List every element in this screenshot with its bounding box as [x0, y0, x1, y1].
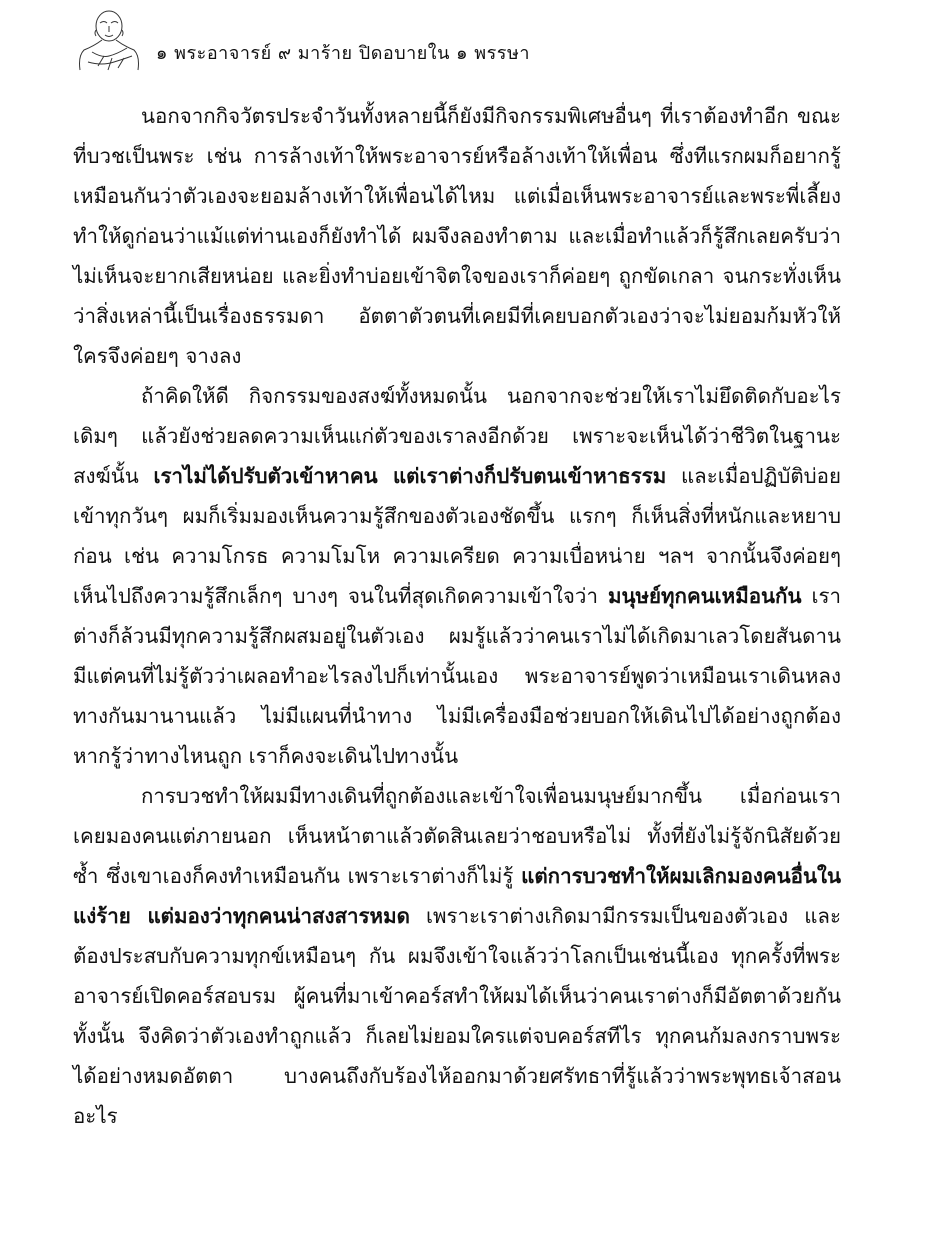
page-header: [78, 6, 778, 76]
emphasized-text: เราไม่ได้ปรับตัวเข้าหาคน แต่เราต่างก็ปรับตนเข้าหาธรรม: [153, 464, 667, 488]
paragraph-text: เราต่างก็ล้วนมีทุกความรู้สึกผสมอยู่ในตัวเอง ผมรู้แล้วว่าคนเราไม่ได้เกิดมาเลวโดยสันดาน มีแต่คนที่ไม่รู้ตัวว่าเผลอทำอะไรลงไปก็เท่านั้นเอง พระอาจารย์พูดว่าเหมือนเราเดินหลงทางกันมานานแล้ว ไม่มีแผนที่นำทาง ไม่มีเครื่องมือช่วยบอกให้เดินไปได้อย่างถูกต้อง หากรู้ว่าทางไหนถูก เราก็คงจะเดินไปทางนั้น: [73, 584, 842, 768]
document-body: [73, 96, 841, 1136]
body-paragraph: [73, 776, 841, 1136]
page-header-title: ๑ พระอาจารย์ ๙ มาร้าย ปิดอบายใน ๑ พรรษา: [156, 43, 530, 64]
monk-portrait-icon: [78, 6, 140, 72]
paragraph-text: เพราะเราต่างเกิดมามีกรรมเป็นของตัวเอง และต้องประสบกับความทุกข์เหมือนๆ กัน ผมจึงเข้าใจแล้วว่าโลกเป็นเช่นนี้เอง ทุกครั้งที่พระอาจารย์เปิดคอร์สอบรม ผู้คนที่มาเข้าคอร์สทำให้ผมได้เห็นว่าคนเราต่างก็มีอัตตาด้วยกันทั้งนั้น จึงคิดว่าตัวเองทำถูกแล้ว ก็เลยไม่ยอมใครแต่จบคอร์สทีไร ทุกคนก้มลงกราบพระได้อย่างหมดอัตตา บางคนถึงกับร้องไห้ออกมาด้วยศรัทธาที่รู้แล้วว่าพระพุทธเจ้าสอนอะไร: [73, 904, 841, 1128]
paragraph-text: ถ้าคิดให้ดี กิจกรรมของสงฆ์ทั้งหมดนั้น นอกจากจะช่วยให้เราไม่ยึดติดกับอะไรเดิมๆ แล้วยังช่วยลดความเห็นแก่ตัวของเราลงอีกด้วย เพราะจะเห็นได้ว่าชีวิตในฐานะสงฆ์นั้น: [73, 384, 841, 488]
emphasized-text: มนุษย์ทุกคนเหมือนกัน: [607, 584, 802, 608]
paragraph-text: และเมื่อปฏิบัติบ่อยเข้าทุกวันๆ ผมก็เริ่มมองเห็นความรู้สึกของตัวเองชัดขึ้น แรกๆ ก็เห็นสิ่งที่หนักและหยาบก่อน เช่น ความโกรธ ความโมโห ความเครียด ความเบื่อหน่าย ฯลฯ จากนั้นจึงค่อยๆ เห็นไปถึงความรู้สึกเล็กๆ บางๆ จนในที่สุดเกิดความเข้าใจว่า: [73, 464, 841, 608]
paragraph-text: การบวชทำให้ผมมีทางเดินที่ถูกต้องและเข้าใจเพื่อนมนุษย์มากขึ้น เมื่อก่อนเราเคยมองคนแต่ภายนอก เห็นหน้าตาแล้วตัดสินเลยว่าชอบหรือไม่ ทั้งที่ยังไม่รู้จักนิสัยด้วยซ้ำ ซึ่งเขาเองก็คงทำเหมือนกัน เพราะเราต่างก็ไม่รู้: [73, 784, 841, 888]
paragraph-text: นอกจากกิจวัตรประจำวันทั้งหลายนี้ก็ยังมีกิจกรรมพิเศษอื่นๆ ที่เราต้องทำอีก ขณะที่บวชเป็นพระ เช่น การล้างเท้าให้พระอาจารย์หรือล้างเท้าให้เพื่อน ซึ่งทีแรกผมก็อยากรู้เหมือนกันว่าตัวเองจะยอมล้างเท้าให้เพื่อนได้ไหม แต่เมื่อเห็นพระอาจารย์และพระพี่เลี้ยงทำให้ดูก่อนว่าแม้แต่ท่านเองก็ยังทำได้ ผมจึงลองทำตาม และเมื่อทำแล้วก็รู้สึกเลยครับว่าไม่เห็นจะยากเสียหน่อย และยิ่งทำบ่อยเข้าจิตใจของเราก็ค่อยๆ ถูกขัดเกลา จนกระทั่งเห็นว่าสิ่งเหล่านี้เป็นเรื่องธรรมดา อัตตาตัวตนที่เคยมีที่เคยบอกตัวเองว่าจะไม่ยอมก้มหัวให้ใครจึงค่อยๆ จางลง: [73, 104, 841, 368]
body-paragraph: [73, 376, 841, 776]
body-paragraph: [73, 96, 841, 376]
emphasized-text: แต่การบวชทำให้ผมเลิกมองคนอื่นในแง่ร้าย แต่มองว่าทุกคนน่าสงสารหมด: [73, 864, 841, 928]
